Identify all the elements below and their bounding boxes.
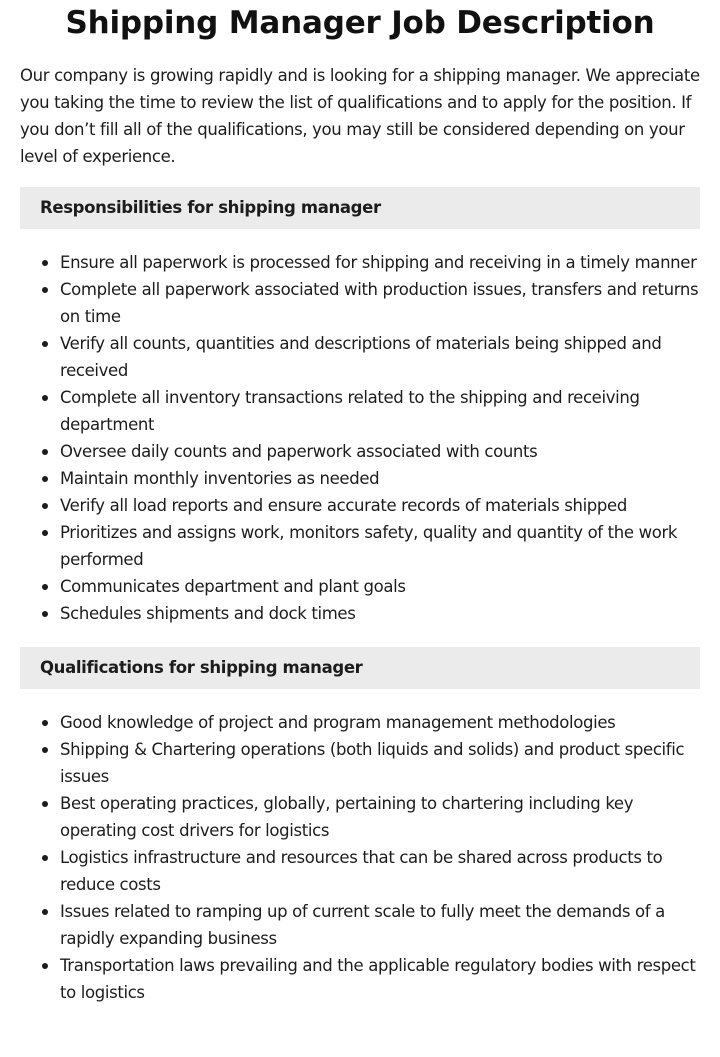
list-item: Prioritizes and assigns work, monitors safety, quality and quantity of the work performed (60, 519, 700, 573)
list-item: Shipping & Chartering operations (both liquids and solids) and product specific issues (60, 736, 700, 790)
list-item: Complete all inventory transactions related to the shipping and receiving department (60, 384, 700, 438)
qualifications-list (20, 709, 700, 1006)
page-title: Shipping Manager Job Description (65, 5, 655, 41)
list-item: Ensure all paperwork is processed for shipping and receiving in a timely manner (60, 249, 700, 276)
list-item: Verify all counts, quantities and descriptions of materials being shipped and received (60, 330, 700, 384)
list-item: Communicates department and plant goals (60, 573, 700, 600)
responsibilities-heading: Responsibilities for shipping manager (20, 187, 700, 229)
list-item: Issues related to ramping up of current scale to fully meet the demands of a rapidly expanding business (60, 898, 700, 952)
list-item: Schedules shipments and dock times (60, 600, 700, 627)
list-item: Verify all load reports and ensure accurate records of materials shipped (60, 492, 700, 519)
list-item: Transportation laws prevailing and the applicable regulatory bodies with respect to logistics (60, 952, 700, 1006)
list-item: Logistics infrastructure and resources that can be shared across products to reduce costs (60, 844, 700, 898)
intro-paragraph: Our company is growing rapidly and is looking for a shipping manager. We appreciate you taking the time to review the list of qualifications and to apply for the position. If you don’t fill all of the qualifications, you may still be considered depending on your level of experience. (20, 66, 700, 166)
list-item: Maintain monthly inventories as needed (60, 465, 700, 492)
list-item: Best operating practices, globally, pertaining to chartering including key operating cost drivers for logistics (60, 790, 700, 844)
list-item: Oversee daily counts and paperwork associated with counts (60, 438, 700, 465)
list-item: Good knowledge of project and program management methodologies (60, 709, 700, 736)
qualifications-heading: Qualifications for shipping manager (20, 647, 700, 689)
responsibilities-list (20, 249, 700, 627)
list-item: Complete all paperwork associated with production issues, transfers and returns on time (60, 276, 700, 330)
